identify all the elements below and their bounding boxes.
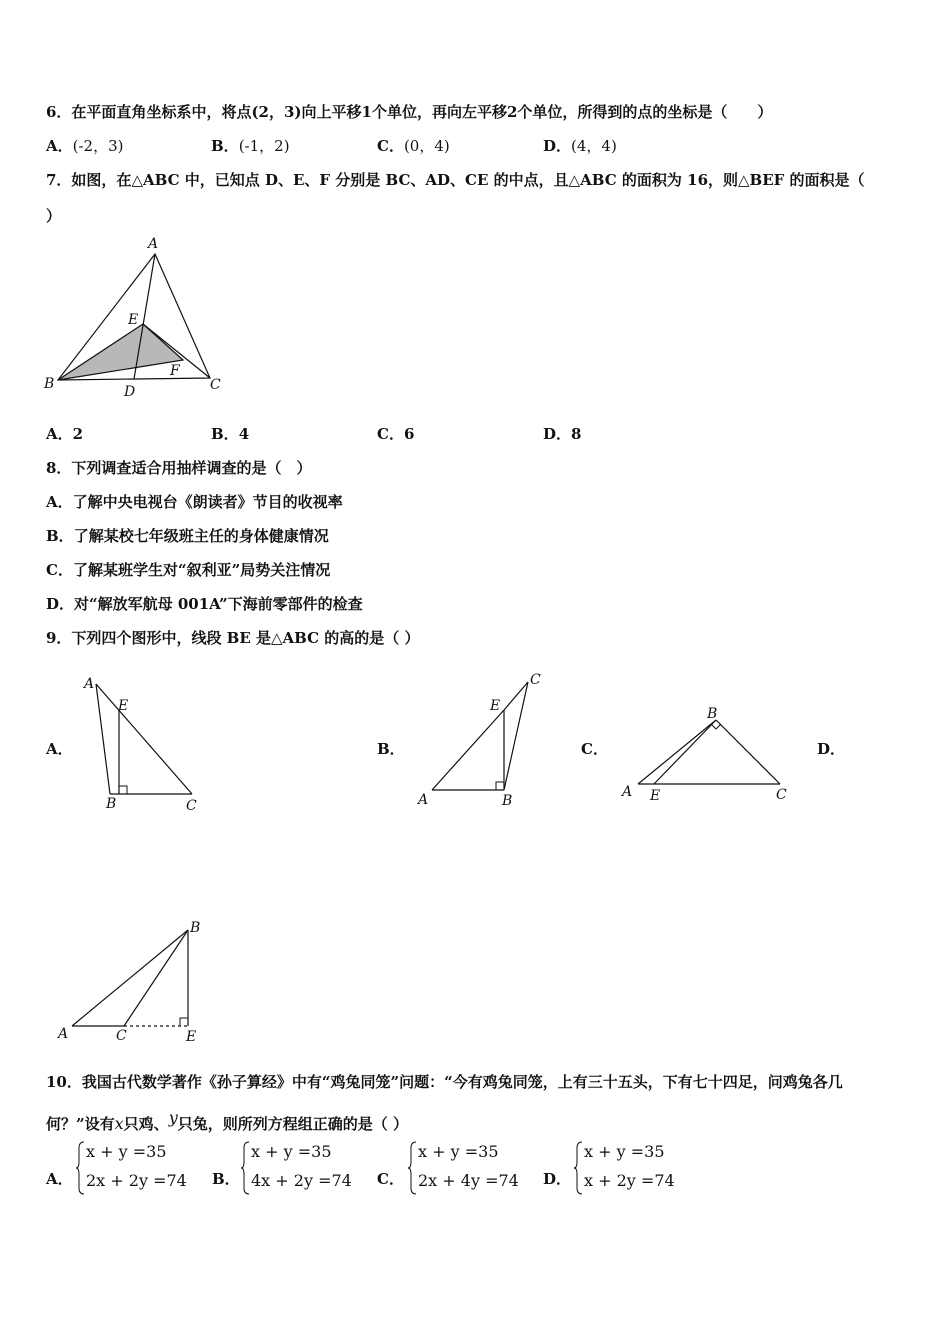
q6-option-b: B．(-1，2) [211,137,290,155]
q7-option-c: C．6 [377,425,415,443]
q9-option-d-label: D． [817,740,846,758]
label-b: B [106,796,117,812]
q7-option-a: A．2 [46,425,84,443]
q10-option-b-system: x + y =35 4x + 2y =74 [241,1140,361,1196]
label-a: A [148,236,159,252]
q9-figure-a [78,670,208,820]
q9-option-b-label: B． [377,740,405,758]
q10-option-a-label: A． [46,1170,73,1188]
q10-option-c-label: C． [377,1170,404,1188]
q6-option-a: A．(-2，3) [46,137,124,155]
q9-figure-c [618,700,798,810]
q9-option-a-label: A． [46,740,73,758]
label-b: B [707,706,718,722]
q8-option-d: D．对“解放军航母 001A”下海前零部件的检查 [46,595,363,613]
label-e: E [186,1029,197,1044]
label-c: C [530,672,541,688]
shaded-triangle-bef [58,324,183,380]
q10-option-c-system: x + y =35 2x + 4y =74 [408,1140,528,1196]
q10-stem-line1: 10．我国古代数学著作《孙子算经》中有“鸡兔同笼”问题：“今有鸡兔同笼，上有三十五头，下有七十四足，问鸡兔各几 [46,1073,843,1091]
label-d: D [124,384,136,400]
label-c: C [776,787,787,803]
q9-figure-b [412,668,552,818]
brace-icon [574,1140,584,1196]
q7-option-b: B．4 [211,425,250,443]
brace-icon [408,1140,418,1196]
label-a: A [84,676,95,692]
label-c: C [210,377,221,393]
q8-option-a: A．了解中央电视台《朗读者》节目的收视率 [46,493,343,511]
q8-stem: 8．下列调查适合用抽样调查的是（ ） [46,459,312,477]
label-c: C [116,1028,127,1044]
var-x: x [114,1114,124,1133]
q6-option-c: C．(0，4) [377,137,450,155]
q9-figure-d [52,914,222,1044]
q7-option-d: D．8 [543,425,582,443]
q7-stem: 7．如图，在△ABC 中，已知点 D、E、F 分别是 BC、AD、CE 的中点，且△ABC 的面积为 16，则△BEF 的面积是（ [46,171,865,189]
q8-option-c: C．了解某班学生对“叙利亚”局势关注情况 [46,561,331,579]
q8-option-b: B．了解某校七年级班主任的身体健康情况 [46,527,329,545]
q6-option-d: D．(4，4) [543,137,617,155]
label-b: B [190,920,201,936]
q7-stem-cont: ） [46,207,62,225]
brace-icon [76,1140,86,1196]
label-b: B [44,376,55,392]
label-a: A [622,784,633,800]
label-e: E [118,698,129,714]
brace-icon [241,1140,251,1196]
q10-option-a-system: x + y =35 2x + 2y =74 [76,1140,196,1196]
label-b: B [502,793,513,809]
label-c: C [186,798,197,814]
q9-stem: 9．下列四个图形中，线段 BE 是△ABC 的高的是（ ） [46,629,420,647]
label-a: A [418,792,429,808]
q10-option-d-label: D． [543,1170,572,1188]
label-e: E [490,698,501,714]
var-y: y [168,1108,178,1127]
label-e: E [128,312,139,328]
q6-stem: 6．在平面直角坐标系中，将点(2，3)向上平移1个单位，再向左平移2个单位，所得到的点的坐标是（ ） [46,103,773,121]
label-a: A [58,1026,69,1042]
q9-option-c-label: C． [581,740,608,758]
q10-option-d-system: x + y =35 x + 2y =74 [574,1140,694,1196]
q10-stem-line2: 何？”设有x只鸡、$^y$只兔，则所列方程组正确的是（ ） [46,1108,408,1133]
label-f: F [170,363,180,379]
q7-triangle-figure [40,232,240,402]
q10-option-b-label: B． [212,1170,240,1188]
label-e: E [650,788,661,804]
